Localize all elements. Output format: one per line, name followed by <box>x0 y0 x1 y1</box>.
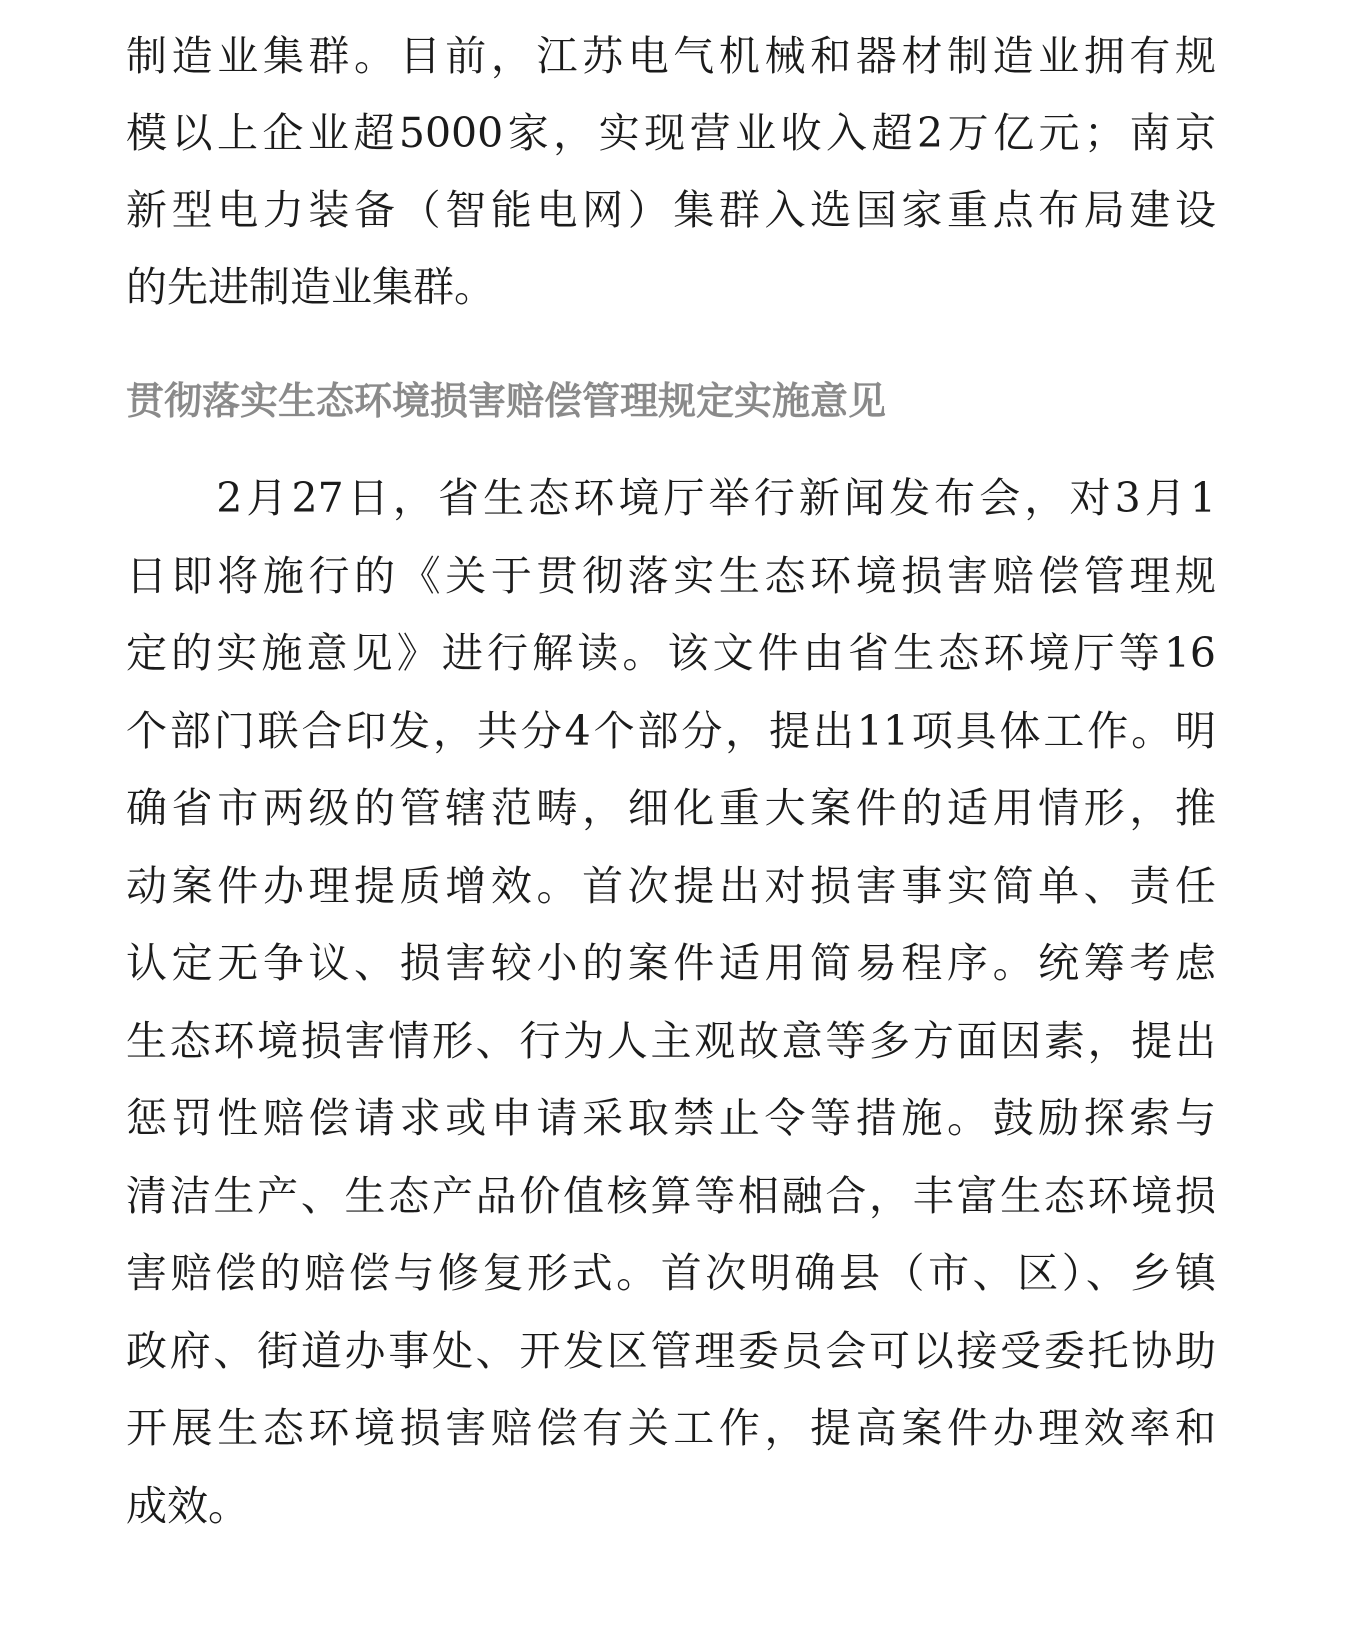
text-line: 认定无争议、损害较小的案件适用简易程序。统筹考虑 <box>126 939 1216 987</box>
text-line: 制造业集群。目前，江苏电气机械和器材制造业拥有规 <box>126 32 1216 80</box>
section-spacer <box>126 326 1216 363</box>
text-line: 新型电力装备（智能电网）集群入选国家重点布局建设 <box>126 186 1216 234</box>
text-line: 害赔偿的赔偿与修复形式。首次明确县（市、区）、乡镇 <box>126 1249 1216 1297</box>
text-line: 成效。 <box>126 1481 249 1530</box>
text-line: 2月27日，省生态环境厅举行新闻发布会，对3月1 <box>126 474 1216 522</box>
text-line: 清洁生产、生态产品价值核算等相融合，丰富生态环境损 <box>126 1171 1216 1220</box>
text-line: 的先进制造业集群。 <box>126 263 495 311</box>
text-line: 日即将施行的《关于贯彻落实生态环境损害赔偿管理规 <box>126 551 1216 600</box>
section-heading: 贯彻落实生态环境损害赔偿管理规定实施意见 <box>126 379 887 423</box>
text-line: 政府、街道办事处、开发区管理委员会可以接受委托协助 <box>126 1326 1216 1375</box>
text-line: 开展生态环境损害赔偿有关工作，提高案件办理效率和 <box>126 1404 1216 1452</box>
text-line: 惩罚性赔偿请求或申请采取禁止令等措施。鼓励探索与 <box>126 1094 1216 1142</box>
text-line: 生态环境损害情形、行为人主观故意等多方面因素，提出 <box>126 1016 1216 1065</box>
document-page <box>126 18 1216 1545</box>
paragraph-implementation-opinion <box>126 460 1216 1545</box>
text-line: 动案件办理提质增效。首次提出对损害事实简单、责任 <box>126 861 1216 910</box>
text-line: 模以上企业超5000家，实现营业收入超2万亿元；南京 <box>126 109 1216 157</box>
paragraph-cluster-summary <box>126 18 1216 326</box>
text-line: 定的实施意见》进行解读。该文件由省生态环境厅等16 <box>126 629 1216 677</box>
text-line: 确省市两级的管辖范畴，细化重大案件的适用情形，推 <box>126 784 1216 832</box>
text-line: 个部门联合印发，共分4个部分，提出11项具体工作。明 <box>126 706 1216 755</box>
